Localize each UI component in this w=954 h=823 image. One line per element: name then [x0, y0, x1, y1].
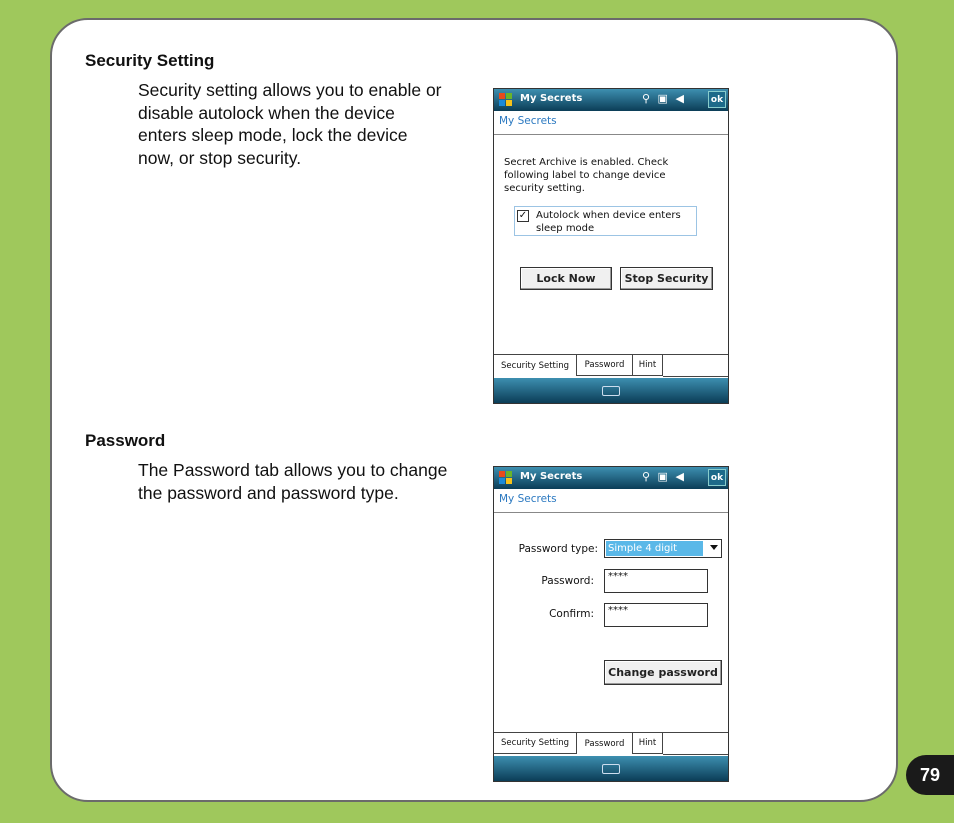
status-icons[interactable]: ⚲ ▣ ◀	[642, 470, 686, 483]
password-field[interactable]: ****	[604, 569, 708, 593]
tab-bar	[494, 732, 728, 755]
tab-bar	[494, 354, 728, 377]
tab-security-setting[interactable]: Security Setting	[494, 355, 577, 376]
status-message: Secret Archive is enabled. Check following label to change device security setting.	[504, 157, 669, 194]
stop-security-button[interactable]: Stop Security	[620, 267, 713, 290]
section-description-security-setting: Security setting allows you to enable or disable autolock when the device enters sleep mode, lock the device now, or stop security.	[138, 80, 442, 168]
password-type-value: Simple 4 digit	[606, 541, 703, 556]
bottom-bar	[494, 756, 728, 781]
header-divider	[494, 134, 728, 135]
window-title: My Secrets	[520, 93, 583, 104]
windows-logo-icon[interactable]	[498, 470, 514, 486]
password-type-select[interactable]	[604, 539, 722, 558]
ok-button[interactable]: ok	[708, 91, 726, 108]
window-title: My Secrets	[520, 471, 583, 482]
tab-hint[interactable]: Hint	[633, 733, 663, 754]
confirm-label: Confirm:	[549, 608, 594, 620]
app-header: My Secrets	[499, 493, 557, 505]
title-bar	[494, 467, 728, 489]
keyboard-icon[interactable]	[602, 764, 620, 774]
confirm-field[interactable]: ****	[604, 603, 708, 627]
password-type-label: Password type:	[518, 543, 598, 555]
windows-logo-icon[interactable]	[498, 92, 514, 108]
section-heading-security-setting: Security Setting	[85, 51, 215, 70]
autolock-option[interactable]	[514, 206, 697, 236]
lock-now-button[interactable]: Lock Now	[520, 267, 612, 290]
section-description-password: The Password tab allows you to change the password and password type.	[138, 460, 448, 503]
tab-password[interactable]: Password	[577, 355, 633, 376]
tab-password[interactable]: Password	[577, 733, 633, 754]
device-screenshot-password	[493, 466, 729, 782]
header-divider	[494, 512, 728, 513]
section-heading-password: Password	[85, 431, 166, 450]
device-screenshot-security-setting	[493, 88, 729, 404]
password-label: Password:	[541, 575, 594, 587]
tab-bar-fill	[663, 355, 729, 377]
autolock-label[interactable]: Autolock when device enters sleep mode	[536, 210, 681, 234]
bottom-bar	[494, 378, 728, 403]
chevron-down-icon[interactable]	[710, 545, 718, 550]
app-header: My Secrets	[499, 115, 557, 127]
autolock-checkbox[interactable]: ✓	[518, 210, 528, 221]
title-bar	[494, 89, 728, 111]
change-password-button[interactable]: Change password	[604, 660, 722, 685]
ok-button[interactable]: ok	[708, 469, 726, 486]
tab-bar-fill	[663, 733, 729, 755]
page-number: 79	[906, 755, 954, 795]
status-icons[interactable]: ⚲ ▣ ◀	[642, 92, 686, 105]
keyboard-icon[interactable]	[602, 386, 620, 396]
tab-security-setting[interactable]: Security Setting	[494, 733, 577, 754]
tab-hint[interactable]: Hint	[633, 355, 663, 376]
